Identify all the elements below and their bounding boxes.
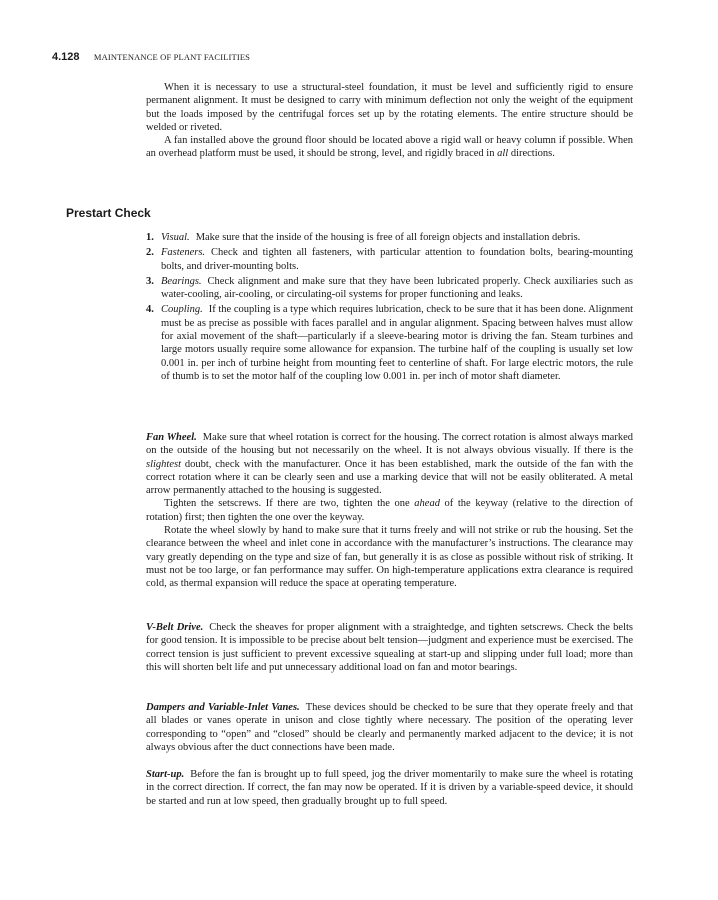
intro-paragraph: When it is necessary to use a structural-steel foundation, it must be level and sufficiently rigid to ensure permanent alignment. It must be designed to carry with minimum deflection not only the weight of the equipment but the loads imposed by the centrifugal forces set up by the rotating elements. The entire structure should be welded or riveted.	[146, 82, 633, 133]
list-number: 1.	[146, 232, 154, 243]
dampers-paragraph: Dampers and Variable-Inlet Vanes. These devices should be checked to be sure that they operate freely and that all blades or vanes operate in unison and close tightly where necessary. The position of the operating lever corresponding to “open” and “closed” should be clearly and permanently marked adjacent to the device; it is not always obvious after the duct connections have been made.	[146, 702, 633, 753]
runin-heading: V-Belt Drive.	[146, 622, 204, 633]
list-number: 4.	[146, 304, 154, 316]
fan-wheel-paragraph: Rotate the wheel slowly by hand to make sure that it turns freely and will not strike or rub the housing. Set the clearance between the wheel and inlet cone in accordance with the manufacturer’s instructions. The clearance may vary greatly depending on the type and size of fan, but generally it is as close as possible without risk of striking. It must not be too large, or fan performance may suffer. On high-temperature applications extra clearance is required cold, as thermal expansion will reduce the space at operating temperature.	[146, 525, 633, 590]
emphasis: all	[497, 148, 509, 160]
emphasis: slightest	[146, 458, 182, 470]
emphasis: ahead	[414, 498, 440, 510]
start-up-section	[146, 768, 633, 808]
list-item	[146, 303, 633, 383]
list-number: 3.	[146, 275, 154, 287]
running-title: MAINTENANCE OF PLANT FACILITIES	[93, 52, 251, 62]
runin-heading: Dampers and Variable-Inlet Vanes.	[146, 702, 300, 713]
fan-wheel-paragraph: Tighten the setscrews. If there are two, tighten the one ahead of the keyway (relative to the direction of rotation) first; then tighten the one over the keyway.	[146, 498, 633, 523]
prestart-checklist	[146, 231, 633, 385]
fan-wheel-section	[146, 431, 633, 591]
runin-heading: Start-up.	[146, 769, 185, 780]
v-belt-section	[146, 621, 633, 674]
fan-wheel-paragraph: Fan Wheel. Make sure that wheel rotation is correct for the housing. The correct rotation is almost always marked on the outside of the housing but not necessarily on the wheel. It is not always obvious visually. If there is the slightest doubt, check with the manufacturer. Once it has been established, mark the outside of the fan with the correct rotation where it can be clearly seen and use a marking device that will not be easily obliterated. A metal arrow permanently attached to the housing is suggested.	[146, 432, 634, 497]
intro-section	[146, 81, 633, 161]
list-text: Make sure that the inside of the housing is free of all foreign objects and installation debris.	[195, 232, 581, 243]
page-number: 4.128	[52, 51, 80, 63]
list-term: Visual.	[161, 232, 190, 243]
dampers-section	[146, 701, 633, 754]
list-item	[146, 231, 633, 244]
list-item	[146, 275, 633, 302]
running-head	[52, 51, 652, 64]
list-text: Check and tighten all fasteners, with particular attention to foundation bolts, bearing-mounting bolts, and driver-mounting bolts.	[161, 247, 633, 272]
v-belt-paragraph: V-Belt Drive. Check the sheaves for proper alignment with a straightedge, and tighten setscrews. Check the belts for good tension. It is impossible to be precise about belt tension—judgment and experience must be exercised. The correct tension is just sufficient to prevent excessive squealing at start-up and slipping under full load; more than this will shorten belt life and put unnecessary additional load on fan and motor bearings.	[146, 622, 633, 673]
list-term: Bearings.	[161, 275, 202, 287]
runin-heading: Fan Wheel.	[146, 432, 197, 443]
section-heading: Prestart Check	[66, 206, 151, 220]
list-number: 2.	[146, 247, 154, 259]
list-text: Check alignment and make sure that they have been lubricated properly. Check auxiliaries such as water-cooling, air-cooling, or circulating-oil systems for proper functioning and leaks.	[161, 275, 633, 301]
intro-paragraph: A fan installed above the ground floor should be located above a rigid wall or heavy column if possible. When an overhead platform must be used, it should be strong, level, and rigidly braced in all directions.	[146, 135, 633, 160]
list-term: Fasteners.	[161, 247, 206, 259]
list-term: Coupling.	[161, 304, 203, 316]
list-text: If the coupling is a type which requires lubrication, check to be sure that it has been done. Alignment must be as precise as possible with faces parallel and in angular alignment. Spacing between halves must allow for axial movement of the shaft—particularly if a sleeve-bearing motor is driving the fan. Steam turbines and large motors usually require some allowance for expansion. The turbine half of the coupling is usually set low 0.001 in. per inch of turbine height from mounting feet to centerline of shaft. For large electric motors, the rule of thumb is to set the motor half of the coupling low 0.001 in. per inch of motor shaft diameter.	[161, 304, 633, 382]
start-up-paragraph: Start-up. Before the fan is brought up to full speed, jog the driver momentarily to make sure the wheel is rotating in the correct direction. If correct, the fan may now be operated. If it is driven by a variable-speed device, it should be started and run at low speed, then gradually brought up to full speed.	[146, 769, 633, 807]
list-item	[146, 246, 633, 273]
